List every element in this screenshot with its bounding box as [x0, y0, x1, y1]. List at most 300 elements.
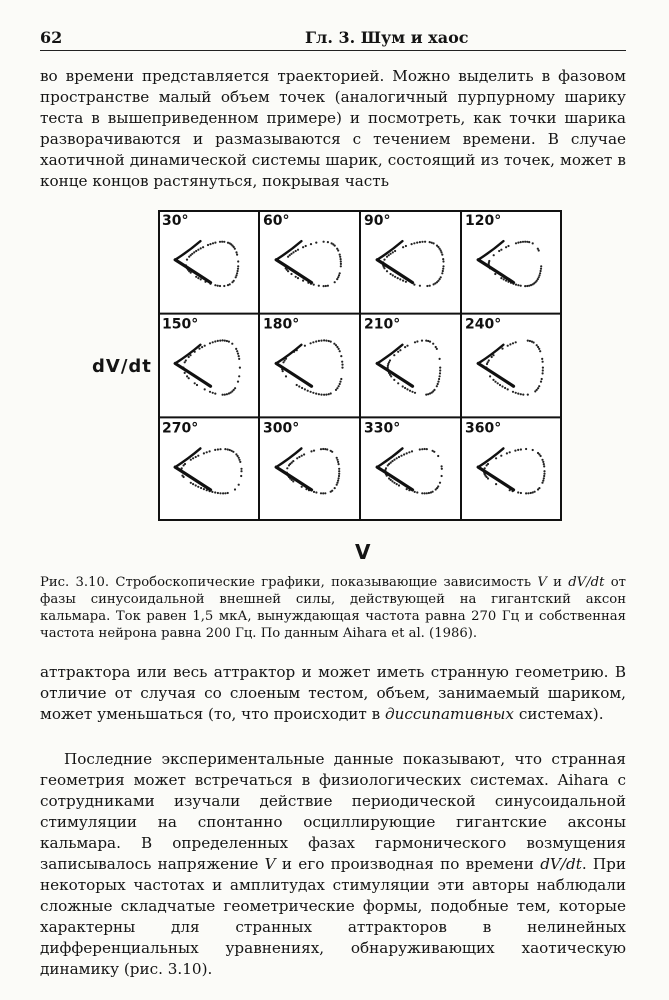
trajectory-point [209, 243, 211, 245]
trajectory-point [238, 375, 240, 377]
trajectory-point [435, 346, 437, 348]
trajectory-point [222, 492, 224, 494]
trajectory-point [190, 459, 192, 461]
trajectory-point [405, 245, 407, 247]
trajectory-point [224, 340, 226, 342]
trajectory-point [532, 242, 534, 244]
panel-label: 360° [465, 420, 502, 437]
trajectory-point [238, 355, 240, 357]
trajectory-point [408, 451, 410, 453]
trajectory-point [441, 465, 443, 467]
trajectory-point [219, 340, 221, 342]
trajectory-point [336, 482, 338, 484]
trajectory-point [539, 350, 541, 352]
trajectory-point [393, 482, 395, 484]
trajectory-point [240, 468, 242, 470]
trajectory-point [538, 348, 540, 350]
trajectory-point [315, 393, 317, 395]
trajectory-point [301, 387, 303, 389]
trajectory-point [192, 457, 194, 459]
trajectory-point [290, 273, 292, 275]
trajectory-point [322, 492, 324, 494]
trajectory-point [515, 341, 517, 343]
trajectory-point [188, 256, 190, 258]
trajectory-point [383, 259, 385, 261]
trajectory-point [419, 241, 421, 243]
trajectory-point [439, 482, 441, 484]
trajectory-point [219, 492, 221, 494]
trajectory-point [437, 485, 439, 487]
trajectory-point [390, 253, 392, 255]
trajectory-point [224, 448, 226, 450]
trajectory-point [543, 477, 545, 479]
trajectory-point [224, 394, 226, 396]
trajectory-point [524, 241, 526, 243]
trajectory-point [184, 372, 186, 374]
trajectory-point [334, 281, 336, 283]
trajectory-point [190, 482, 192, 484]
paragraph-bottom-text-c: . При некоторых частотах и амплитудах стимуляции эти авторы наблюдали сложные складчатые геометрические формы, подобные тем, которые характерны для странных аттракторов в нелинейных дифференциальных уравнениях, обнаруживающих хаотическую динамику (рис. 3.10). [40, 855, 627, 978]
figure-grid [158, 210, 562, 521]
trajectory-point [441, 254, 443, 256]
trajectory-point [338, 468, 340, 470]
trajectory-point [419, 285, 421, 287]
trajectory-point [340, 265, 342, 267]
trajectory-point [421, 241, 423, 243]
trajectory-point [520, 241, 522, 243]
trajectory-point [515, 392, 517, 394]
trajectory-point [323, 339, 325, 341]
trajectory-point [515, 242, 517, 244]
trajectory-point [320, 394, 322, 396]
trajectory-point [318, 393, 320, 395]
trajectory-point [532, 449, 534, 451]
trajectory-point [499, 384, 501, 386]
trajectory-point [520, 393, 522, 395]
trajectory-point [486, 464, 488, 466]
trajectory-point [211, 491, 213, 493]
trajectory-point [341, 361, 343, 363]
trajectory-point [441, 475, 443, 477]
trajectory-point [340, 263, 342, 265]
trajectory-point [235, 453, 237, 455]
trajectory-point [536, 344, 538, 346]
trajectory-point [320, 448, 322, 450]
trajectory-point [331, 242, 333, 244]
trajectory-point [391, 460, 393, 462]
trajectory-point [222, 339, 224, 341]
paragraph-bottom-text-b: и его производная по времени [281, 855, 534, 873]
trajectory-point [442, 270, 444, 272]
trajectory-point [503, 278, 505, 280]
trajectory-point [441, 272, 443, 274]
trajectory-point [501, 385, 503, 387]
trajectory-point [337, 276, 339, 278]
trajectory-point [404, 387, 406, 389]
trajectory-point [235, 276, 237, 278]
trajectory-point [406, 345, 408, 347]
trajectory-point [540, 268, 542, 270]
trajectory-point [527, 394, 529, 396]
trajectory-point [214, 242, 216, 244]
trajectory-point [289, 254, 291, 256]
caption-text-a: Стробоскопические графики, показывающие зависимость [115, 575, 532, 590]
trajectory-point [336, 248, 338, 250]
trajectory-point [236, 272, 238, 274]
trajectory-point [414, 392, 416, 394]
trajectory-point [393, 379, 395, 381]
trajectory-point [340, 378, 342, 380]
trajectory-point [214, 491, 216, 493]
trajectory-point [336, 387, 338, 389]
trajectory-point [237, 353, 239, 355]
trajectory-point [432, 491, 434, 493]
trajectory-point [312, 341, 314, 343]
trajectory-point [540, 265, 542, 267]
paragraph-bottom-var-v: V [264, 855, 276, 873]
trajectory-point [237, 268, 239, 270]
trajectory-point [237, 270, 239, 272]
trajectory-point [282, 361, 284, 363]
trajectory-point [184, 361, 186, 363]
trajectory-point [217, 285, 219, 287]
trajectory-point [427, 340, 429, 342]
trajectory-point [237, 260, 239, 262]
trajectory-point [341, 364, 343, 366]
panel-label: 120° [465, 213, 502, 229]
trajectory-point [337, 461, 339, 463]
trajectory-point [542, 480, 544, 482]
trajectory-point [413, 284, 415, 286]
trajectory-point [333, 343, 335, 345]
trajectory-point [424, 492, 426, 494]
trajectory-point [304, 345, 306, 347]
trajectory-point [495, 457, 497, 459]
trajectory-point [195, 250, 197, 252]
trajectory-point [433, 389, 435, 391]
trajectory-point [227, 492, 229, 494]
caption-var-v: V [537, 575, 547, 590]
trajectory-point [197, 486, 199, 488]
trajectory-point [517, 491, 519, 493]
trajectory-point [493, 254, 495, 256]
stroboscopic-figure [158, 210, 562, 521]
trajectory-point [520, 285, 522, 287]
trajectory-point [203, 452, 205, 454]
trajectory-point [507, 345, 509, 347]
trajectory-point [433, 242, 435, 244]
trajectory-point [233, 389, 235, 391]
trajectory-point [411, 450, 413, 452]
y-axis-label: dV/dt [92, 356, 152, 377]
panel-label: 90° [364, 213, 391, 229]
trajectory-point [527, 340, 529, 342]
trajectory-point [229, 449, 231, 451]
trajectory-point [195, 484, 197, 486]
trajectory-point [338, 463, 340, 465]
trajectory-point [421, 448, 423, 450]
page-number: 62 [40, 28, 63, 47]
trajectory-point [229, 283, 231, 285]
trajectory-point [413, 242, 415, 244]
trajectory-point [522, 394, 524, 396]
trajectory-point [188, 356, 190, 358]
trajectory-point [330, 392, 332, 394]
trajectory-point [541, 482, 543, 484]
trajectory-point [514, 450, 516, 452]
trajectory-point [426, 285, 428, 287]
trajectory-point [419, 448, 421, 450]
trajectory-point [214, 340, 216, 342]
trajectory-point [200, 487, 202, 489]
trajectory-point [543, 470, 545, 472]
running-title: Гл. 3. Шум и хаос [305, 28, 469, 47]
trajectory-point [530, 492, 532, 494]
trajectory-point [203, 488, 205, 490]
trajectory-point [217, 492, 219, 494]
trajectory-point [542, 367, 544, 369]
trajectory-point [541, 358, 543, 360]
panel-label: 300° [263, 420, 300, 437]
trajectory-point [339, 254, 341, 256]
trajectory-point [438, 378, 440, 380]
trajectory-point [383, 267, 385, 269]
trajectory-point [222, 394, 224, 396]
trajectory-point [219, 448, 221, 450]
caption-text-b: от фазы синусоидальной внешней силы, действующей на гигантский аксон кальмара. Ток равен 1,5 мкА, вынуждающая частота равна 270 Гц и собственная частота нейрона равна 200 Гц. По данным Aihara et al. (1986). [40, 575, 626, 641]
trajectory-point [297, 249, 299, 251]
trajectory-point [195, 276, 197, 278]
panel-label: 30° [162, 213, 189, 229]
trajectory-point [197, 249, 199, 251]
trajectory-point [303, 453, 305, 455]
trajectory-point [237, 381, 239, 383]
trajectory-point [296, 384, 298, 386]
trajectory-point [525, 492, 527, 494]
trajectory-point [398, 456, 400, 458]
trajectory-point [186, 259, 188, 261]
trajectory-point [394, 250, 396, 252]
trajectory-point [437, 381, 439, 383]
trajectory-point [236, 350, 238, 352]
trajectory-point [325, 394, 327, 396]
trajectory-point [497, 382, 499, 384]
trajectory-point [307, 390, 309, 392]
trajectory-point [318, 285, 320, 287]
trajectory-point [390, 479, 392, 481]
paragraph-middle-italic: диссипативных [384, 705, 514, 723]
trajectory-point [286, 467, 288, 469]
trajectory-point [339, 256, 341, 258]
trajectory-point [292, 251, 294, 253]
trajectory-point [507, 388, 509, 390]
panel-label: 60° [263, 213, 290, 229]
trajectory-point [340, 260, 342, 262]
trajectory-point [318, 340, 320, 342]
trajectory-point [534, 491, 536, 493]
trajectory-point [297, 277, 299, 279]
trajectory-point [504, 387, 506, 389]
paragraph-middle-text-b: системах). [518, 705, 604, 723]
trajectory-point [200, 247, 202, 249]
trajectory-point [393, 459, 395, 461]
trajectory-point [226, 340, 228, 342]
panel-label: 150° [162, 316, 199, 333]
trajectory-point [324, 492, 326, 494]
trajectory-point [406, 452, 408, 454]
trajectory-point [416, 242, 418, 244]
trajectory-point [402, 280, 404, 282]
trajectory-point [201, 346, 203, 348]
trajectory-point [442, 268, 444, 270]
trajectory-point [540, 270, 542, 272]
running-header [40, 26, 626, 51]
trajectory-point [302, 246, 304, 248]
panel-label: 180° [263, 316, 300, 333]
trajectory-point [209, 391, 211, 393]
trajectory-point [310, 450, 312, 452]
trajectory-point [542, 461, 544, 463]
trajectory-point [214, 449, 216, 451]
trajectory-point [234, 387, 236, 389]
trajectory-point [206, 451, 208, 453]
trajectory-point [439, 375, 441, 377]
trajectory-point [537, 248, 539, 250]
trajectory-point [192, 483, 194, 485]
trajectory-point [313, 284, 315, 286]
trajectory-point [331, 490, 333, 492]
trajectory-point [240, 470, 242, 472]
trajectory-point [304, 388, 306, 390]
panel-label: 210° [364, 316, 401, 333]
trajectory-point [330, 450, 332, 452]
trajectory-point [209, 450, 211, 452]
trajectory-point [337, 480, 339, 482]
trajectory-point [288, 464, 290, 466]
trajectory-point [231, 343, 233, 345]
trajectory-point [340, 355, 342, 357]
trajectory-point [338, 470, 340, 472]
trajectory-point [315, 340, 317, 342]
trajectory-point [439, 369, 441, 371]
trajectory-point [500, 249, 502, 251]
trajectory-point [323, 241, 325, 243]
paragraph-top: во времени представляется траекторией. Можно выделить в фазовом пространстве малый объем точек (аналогичный пурпурному шарику теста в вышеприведенном примере) и посмотреть, как точки шарика разворачиваются и размазываются с течением времени. В случае хаотичной динамической системы шарик, состоящий из точек, может в конце концов растянуться, покрывая часть [40, 67, 626, 190]
trajectory-point [538, 385, 540, 387]
trajectory-point [183, 464, 185, 466]
trajectory-point [426, 448, 428, 450]
trajectory-point [541, 459, 543, 461]
trajectory-point [197, 277, 199, 279]
trajectory-point [326, 448, 328, 450]
trajectory-point [295, 276, 297, 278]
paragraph-bottom [40, 749, 626, 980]
trajectory-point [429, 285, 431, 287]
trajectory-point [439, 372, 441, 374]
trajectory-point [416, 491, 418, 493]
trajectory-point [396, 457, 398, 459]
trajectory-point [313, 450, 315, 452]
trajectory-point [330, 341, 332, 343]
trajectory-point [515, 284, 517, 286]
trajectory-point [235, 251, 237, 253]
trajectory-point [403, 453, 405, 455]
trajectory-point [390, 375, 392, 377]
trajectory-point [524, 285, 526, 287]
trajectory-point [338, 274, 340, 276]
trajectory-point [204, 345, 206, 347]
trajectory-point [212, 392, 214, 394]
trajectory-point [531, 341, 533, 343]
trajectory-point [193, 251, 195, 253]
trajectory-point [500, 455, 502, 457]
trajectory-point [236, 254, 238, 256]
trajectory-point [282, 370, 284, 372]
trajectory-point [442, 265, 444, 267]
trajectory-point [231, 450, 233, 452]
trajectory-point [207, 244, 209, 246]
trajectory-point [315, 242, 317, 244]
trajectory-point [436, 385, 438, 387]
trajectory-point [392, 274, 394, 276]
paragraph-bottom-var-dvdt: dV/dt [540, 855, 582, 873]
trajectory-point [338, 385, 340, 387]
trajectory-point [341, 367, 343, 369]
paragraph-middle [40, 662, 626, 725]
trajectory-point [186, 375, 188, 377]
trajectory-point [224, 492, 226, 494]
trajectory-point [209, 342, 211, 344]
trajectory-point [436, 348, 438, 350]
trajectory-point [400, 455, 402, 457]
trajectory-point [339, 350, 341, 352]
trajectory-point [320, 492, 322, 494]
trajectory-point [542, 369, 544, 371]
trajectory-point [188, 377, 190, 379]
trajectory-point [432, 343, 434, 345]
trajectory-point [394, 276, 396, 278]
trajectory-point [336, 484, 338, 486]
trajectory-point [542, 372, 544, 374]
trajectory-point [339, 381, 341, 383]
trajectory-point [302, 280, 304, 282]
caption-number: Рис. 3.10. [40, 575, 110, 590]
trajectory-point [529, 340, 531, 342]
trajectory-point [338, 348, 340, 350]
trajectory-point [285, 375, 287, 377]
trajectory-point [512, 391, 514, 393]
trajectory-point [301, 486, 303, 488]
trajectory-point [223, 241, 225, 243]
trajectory-point [312, 392, 314, 394]
trajectory-point [439, 358, 441, 360]
trajectory-point [204, 388, 206, 390]
trajectory-point [217, 448, 219, 450]
trajectory-point [391, 480, 393, 482]
trajectory-point [486, 363, 488, 365]
trajectory-point [219, 241, 221, 243]
trajectory-point [509, 451, 511, 453]
trajectory-point [386, 270, 388, 272]
trajectory-point [325, 285, 327, 287]
trajectory-point [287, 256, 289, 258]
trajectory-point [339, 383, 341, 385]
trajectory-point [522, 241, 524, 243]
trajectory-point [335, 344, 337, 346]
trajectory-point [388, 254, 390, 256]
trajectory-point [439, 367, 441, 369]
trajectory-point [198, 348, 200, 350]
